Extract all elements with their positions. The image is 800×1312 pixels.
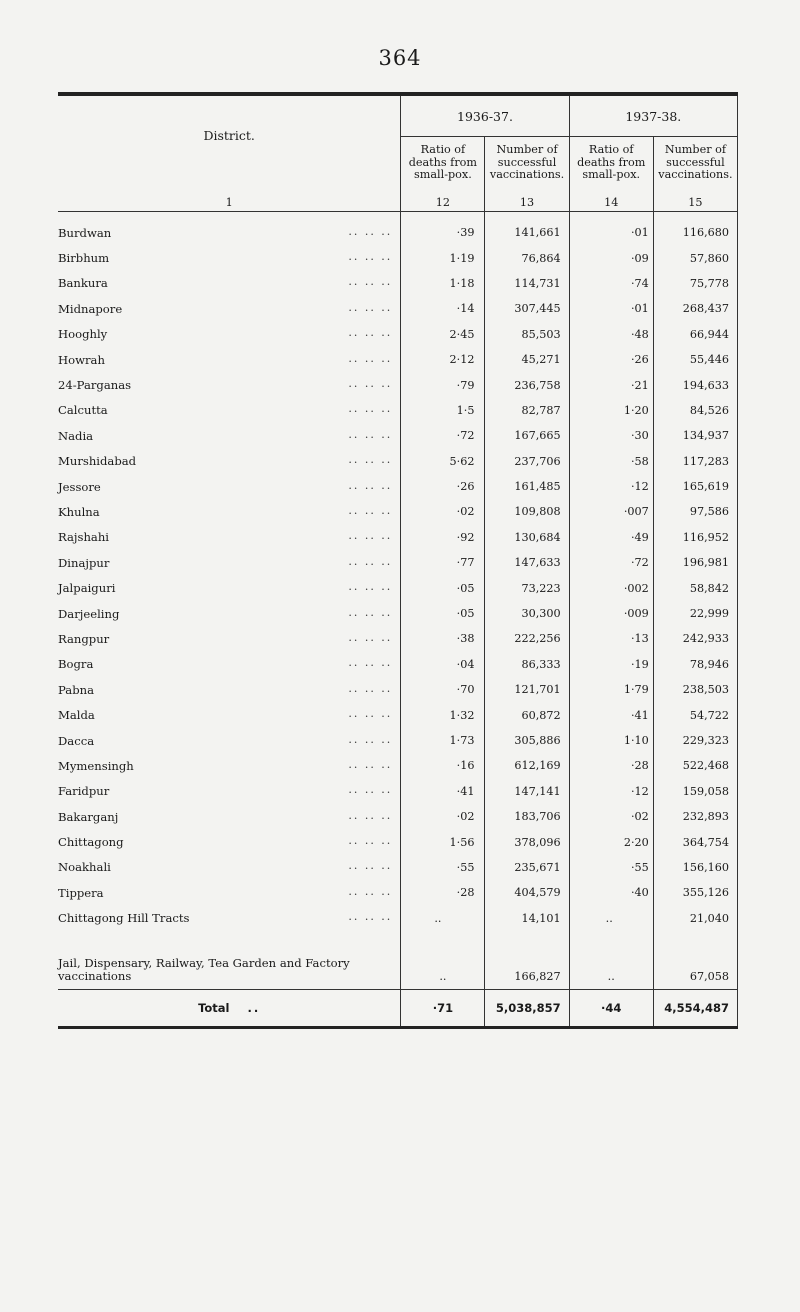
total-ratio-1936-37: ·71 (401, 989, 485, 1026)
leader-dots: .. .. .. (348, 351, 393, 365)
district-label: Burdwan (58, 226, 115, 240)
district-label: Nadia (58, 429, 97, 443)
district-name (58, 779, 401, 804)
district-label: Mymensingh (58, 759, 138, 773)
district-name (58, 652, 401, 677)
district-name (58, 702, 401, 727)
ratio-1936-37: ·41 (401, 779, 485, 804)
table-row (58, 296, 738, 321)
vaccinations-1936-37: 307,445 (485, 296, 569, 321)
district-label: Dinajpur (58, 556, 113, 570)
ratio-1936-37: 1·32 (401, 702, 485, 727)
district-label: Howrah (58, 353, 109, 367)
leader-dots: .. .. .. (348, 630, 393, 644)
ratio-1936-37: 1·18 (401, 271, 485, 296)
ratio-1937-38: ·30 (569, 423, 653, 448)
vaccinations-1936-37: 14,101 (485, 906, 569, 931)
ratio-1936-37: ·04 (401, 652, 485, 677)
ratio-1937-38: ·01 (569, 220, 653, 245)
ratio-1937-38: ·12 (569, 474, 653, 499)
ratio-1937-38: 1·10 (569, 728, 653, 753)
vaccinations-1937-38: 57,860 (653, 245, 737, 270)
table-row-special (58, 939, 738, 990)
ratio-1937-38: ·72 (569, 550, 653, 575)
ratio-1937-38: ·002 (569, 575, 653, 600)
district-name (58, 372, 401, 397)
leader-dots: .. .. .. (348, 859, 393, 873)
vaccinations-1936-37: 147,633 (485, 550, 569, 575)
ratio-1936-37: 2·45 (401, 322, 485, 347)
ratio-1937-38: ·01 (569, 296, 653, 321)
ratio-1936-37: ·16 (401, 753, 485, 778)
table-row (58, 779, 738, 804)
district-name (58, 829, 401, 854)
table-row (58, 220, 738, 245)
leader-dots: .. .. .. (348, 478, 393, 492)
vaccinations-1936-37: 45,271 (485, 347, 569, 372)
ratio-1936-37: ·38 (401, 626, 485, 651)
leader-dots: .. .. .. (348, 300, 393, 314)
leader-dots: .. (247, 1000, 261, 1015)
vaccinations-1937-38: 84,526 (653, 398, 737, 423)
vaccinations-1937-38: 232,893 (653, 804, 737, 829)
district-label: Darjeeling (58, 607, 123, 621)
district-label: Chittagong Hill Tracts (58, 911, 193, 925)
vaccinations-1937-38: 67,058 (653, 939, 737, 990)
table-row (58, 525, 738, 550)
vaccinations-1936-37: 305,886 (485, 728, 569, 753)
ratio-1937-38: ·12 (569, 779, 653, 804)
ratio-1936-37: .. (401, 906, 485, 931)
district-label: Malda (58, 708, 99, 722)
leader-dots: .. .. .. (348, 681, 393, 695)
district-label: Bankura (58, 276, 112, 290)
total-label-cell (58, 989, 401, 1026)
vaccinations-1936-37: 166,827 (485, 939, 569, 990)
column-number-1: 1 (58, 193, 401, 212)
table-row (58, 626, 738, 651)
ratio-1937-38: ·13 (569, 626, 653, 651)
vaccinations-1936-37: 612,169 (485, 753, 569, 778)
ratio-1937-38: ·26 (569, 347, 653, 372)
vaccinations-1936-37: 141,661 (485, 220, 569, 245)
ratio-1937-38: ·009 (569, 601, 653, 626)
district-name (58, 499, 401, 524)
table-row (58, 804, 738, 829)
total-vaccinations-1936-37: 5,038,857 (485, 989, 569, 1026)
smallpox-vaccination-table (58, 96, 738, 1026)
vaccinations-1936-37: 222,256 (485, 626, 569, 651)
district-label: Chittagong (58, 835, 128, 849)
table-row (58, 652, 738, 677)
vaccinations-1937-38: 116,680 (653, 220, 737, 245)
total-ratio-1937-38: ·44 (569, 989, 653, 1026)
vaccinations-1936-37: 86,333 (485, 652, 569, 677)
district-label: Calcutta (58, 403, 112, 417)
vaccinations-1936-37: 161,485 (485, 474, 569, 499)
district-name (58, 677, 401, 702)
vaccinations-1936-37: 73,223 (485, 575, 569, 600)
district-label: Hooghly (58, 327, 111, 341)
column-number-15: 15 (653, 193, 737, 212)
district-name (58, 880, 401, 905)
vaccinations-1937-38: 196,981 (653, 550, 737, 575)
vaccinations-1937-38: 97,586 (653, 499, 737, 524)
ratio-1937-38: ·41 (569, 702, 653, 727)
vaccinations-1936-37: 404,579 (485, 880, 569, 905)
table-row (58, 855, 738, 880)
leader-dots: .. .. .. (348, 503, 393, 517)
vaccinations-1936-37: 167,665 (485, 423, 569, 448)
vaccinations-1936-37: 236,758 (485, 372, 569, 397)
vaccinations-1937-38: 54,722 (653, 702, 737, 727)
ratio-1937-38: ·74 (569, 271, 653, 296)
district-label: Tippera (58, 886, 108, 900)
ratio-1937-38: 1·20 (569, 398, 653, 423)
district-name (58, 601, 401, 626)
vaccinations-1936-37: 82,787 (485, 398, 569, 423)
vaccinations-1936-37: 76,864 (485, 245, 569, 270)
bottom-rule (58, 1026, 738, 1029)
leader-dots: .. .. .. (348, 732, 393, 746)
vaccinations-1937-38: 194,633 (653, 372, 737, 397)
leader-dots: .. .. .. (348, 453, 393, 467)
district-name (58, 626, 401, 651)
district-label: Noakhali (58, 860, 115, 874)
vaccinations-1937-38: 116,952 (653, 525, 737, 550)
district-name (58, 525, 401, 550)
district-name (58, 550, 401, 575)
district-label: Birbhum (58, 251, 113, 265)
table-row (58, 322, 738, 347)
table-row (58, 347, 738, 372)
district-name (58, 728, 401, 753)
ratio-1937-38: ·28 (569, 753, 653, 778)
vaccinations-1937-38: 156,160 (653, 855, 737, 880)
table-row (58, 702, 738, 727)
leader-dots: .. .. .. (348, 808, 393, 822)
table-row (58, 398, 738, 423)
ratio-1936-37: ·02 (401, 804, 485, 829)
leader-dots: .. .. .. (348, 377, 393, 391)
district-name (58, 322, 401, 347)
total-vaccinations-1937-38: 4,554,487 (653, 989, 737, 1026)
ratio-1936-37: 5·62 (401, 449, 485, 474)
leader-dots: .. .. .. (348, 757, 393, 771)
district-name (58, 474, 401, 499)
vaccinations-1937-38: 66,944 (653, 322, 737, 347)
leader-dots: .. .. .. (348, 605, 393, 619)
column-number-13: 13 (485, 193, 569, 212)
vaccinations-1937-38: 22,999 (653, 601, 737, 626)
vaccinations-1936-37: 147,141 (485, 779, 569, 804)
leader-dots: .. .. .. (348, 529, 393, 543)
ratio-1937-38: ·58 (569, 449, 653, 474)
ratio-1937-38: ·19 (569, 652, 653, 677)
vaccinations-header-2: Number of successful vaccinations. (653, 137, 737, 194)
ratio-1936-37: 2·12 (401, 347, 485, 372)
period-1-header: 1936-37. (401, 96, 569, 137)
ratio-1936-37: 1·5 (401, 398, 485, 423)
district-name (58, 575, 401, 600)
leader-dots: .. .. .. (348, 834, 393, 848)
ratio-1936-37: ·05 (401, 575, 485, 600)
vaccinations-1936-37: 378,096 (485, 829, 569, 854)
ratio-header-2: Ratio of deaths from small-pox. (569, 137, 653, 194)
table-row (58, 677, 738, 702)
ratio-1937-38: 2·20 (569, 829, 653, 854)
table-row (58, 372, 738, 397)
leader-dots: .. .. .. (348, 656, 393, 670)
district-name: Jail, Dispensary, Railway, Tea Garden and Factory vaccinations (58, 955, 350, 983)
ratio-1936-37: ·92 (401, 525, 485, 550)
vaccinations-1937-38: 229,323 (653, 728, 737, 753)
district-label: Dacca (58, 734, 98, 748)
vaccinations-1936-37: 235,671 (485, 855, 569, 880)
period-2-header: 1937-38. (569, 96, 737, 137)
leader-dots: .. .. .. (348, 402, 393, 416)
ratio-1936-37: ·05 (401, 601, 485, 626)
ratio-1937-38: ·55 (569, 855, 653, 880)
district-name (58, 753, 401, 778)
vaccinations-1937-38: 134,937 (653, 423, 737, 448)
district-name (58, 271, 401, 296)
vaccinations-1937-38: 159,058 (653, 779, 737, 804)
table-row (58, 423, 738, 448)
table-row (58, 575, 738, 600)
total-label: Total (198, 1000, 230, 1015)
leader-dots: .. .. .. (348, 910, 393, 924)
leader-dots: .. .. .. (348, 427, 393, 441)
column-number-14: 14 (569, 193, 653, 212)
leader-dots: .. .. .. (348, 224, 393, 238)
table-row (58, 906, 738, 931)
vaccinations-1936-37: 237,706 (485, 449, 569, 474)
district-name (58, 449, 401, 474)
district-label: Rajshahi (58, 530, 113, 544)
vaccinations-1937-38: 238,503 (653, 677, 737, 702)
table-row (58, 550, 738, 575)
ratio-1936-37: 1·56 (401, 829, 485, 854)
table-row (58, 245, 738, 270)
vaccinations-1937-38: 58,842 (653, 575, 737, 600)
ratio-1937-38: ·48 (569, 322, 653, 347)
district-name (58, 347, 401, 372)
district-name (58, 296, 401, 321)
vaccinations-1936-37: 114,731 (485, 271, 569, 296)
table-row (58, 880, 738, 905)
ratio-1937-38: ·49 (569, 525, 653, 550)
ratio-1936-37: ·70 (401, 677, 485, 702)
ratio-1936-37: ·26 (401, 474, 485, 499)
ratio-1936-37: ·14 (401, 296, 485, 321)
vaccinations-1937-38: 75,778 (653, 271, 737, 296)
table-row (58, 601, 738, 626)
table-row (58, 728, 738, 753)
leader-dots: .. .. .. (348, 707, 393, 721)
leader-dots: .. .. .. (348, 554, 393, 568)
vaccinations-1936-37: 85,503 (485, 322, 569, 347)
vaccinations-1937-38: 355,126 (653, 880, 737, 905)
leader-dots: .. .. .. (348, 884, 393, 898)
ratio-1936-37: ·72 (401, 423, 485, 448)
vaccinations-1937-38: 55,446 (653, 347, 737, 372)
district-label: Bakarganj (58, 810, 122, 824)
district-label: Midnapore (58, 302, 126, 316)
leader-dots: .. .. .. (348, 250, 393, 264)
leader-dots: .. .. .. (348, 275, 393, 289)
vaccinations-1936-37: 109,808 (485, 499, 569, 524)
ratio-1936-37: ·79 (401, 372, 485, 397)
leader-dots: .. .. .. (348, 326, 393, 340)
table-row (58, 449, 738, 474)
leader-dots: .. .. .. (348, 783, 393, 797)
table-row (58, 753, 738, 778)
page-number: 364 (378, 46, 422, 70)
ratio-header-1: Ratio of deaths from small-pox. (401, 137, 485, 194)
vaccinations-1936-37: 121,701 (485, 677, 569, 702)
ratio-1936-37: ·02 (401, 499, 485, 524)
district-label: Jalpaiguri (58, 581, 119, 595)
ratio-1937-38: ·40 (569, 880, 653, 905)
ratio-1937-38: ·02 (569, 804, 653, 829)
ratio-1937-38: ·21 (569, 372, 653, 397)
vaccinations-1937-38: 522,468 (653, 753, 737, 778)
leader-dots: .. .. .. (348, 580, 393, 594)
district-name (58, 906, 401, 931)
table-row-total (58, 989, 738, 1026)
column-number-12: 12 (401, 193, 485, 212)
vaccinations-1937-38: 268,437 (653, 296, 737, 321)
vaccinations-1937-38: 21,040 (653, 906, 737, 931)
ratio-1936-37: 1·73 (401, 728, 485, 753)
vaccinations-1937-38: 78,946 (653, 652, 737, 677)
ratio-1936-37: ·55 (401, 855, 485, 880)
vaccination-table-wrapper (58, 92, 738, 1029)
district-label: Rangpur (58, 632, 113, 646)
district-label: Murshidabad (58, 454, 140, 468)
table-row (58, 474, 738, 499)
table-row (58, 829, 738, 854)
vaccinations-1936-37: 30,300 (485, 601, 569, 626)
district-label: Faridpur (58, 784, 113, 798)
ratio-1937-38: .. (569, 906, 653, 931)
vaccinations-header-1: Number of successful vaccinations. (485, 137, 569, 194)
vaccinations-1936-37: 60,872 (485, 702, 569, 727)
ratio-1937-38: ·09 (569, 245, 653, 270)
vaccinations-1937-38: 364,754 (653, 829, 737, 854)
vaccinations-1937-38: 117,283 (653, 449, 737, 474)
ratio-1936-37: ·39 (401, 220, 485, 245)
vaccinations-1937-38: 242,933 (653, 626, 737, 651)
district-header: District. (203, 128, 255, 143)
ratio-1936-37: ·28 (401, 880, 485, 905)
ratio-1936-37: 1·19 (401, 245, 485, 270)
table-row (58, 499, 738, 524)
ratio-1936-37: .. (401, 939, 485, 990)
district-label: 24-Parganas (58, 378, 135, 392)
district-label: Jessore (58, 480, 105, 494)
district-label: Khulna (58, 505, 104, 519)
district-name (58, 855, 401, 880)
district-label: Pabna (58, 683, 98, 697)
district-label: Bogra (58, 657, 97, 671)
ratio-1937-38: 1·79 (569, 677, 653, 702)
district-name (58, 423, 401, 448)
vaccinations-1937-38: 165,619 (653, 474, 737, 499)
district-name (58, 804, 401, 829)
vaccinations-1936-37: 183,706 (485, 804, 569, 829)
table-row (58, 271, 738, 296)
ratio-1937-38: .. (569, 939, 653, 990)
district-name (58, 398, 401, 423)
district-name (58, 245, 401, 270)
district-name (58, 220, 401, 245)
ratio-1936-37: ·77 (401, 550, 485, 575)
vaccinations-1936-37: 130,684 (485, 525, 569, 550)
ratio-1937-38: ·007 (569, 499, 653, 524)
